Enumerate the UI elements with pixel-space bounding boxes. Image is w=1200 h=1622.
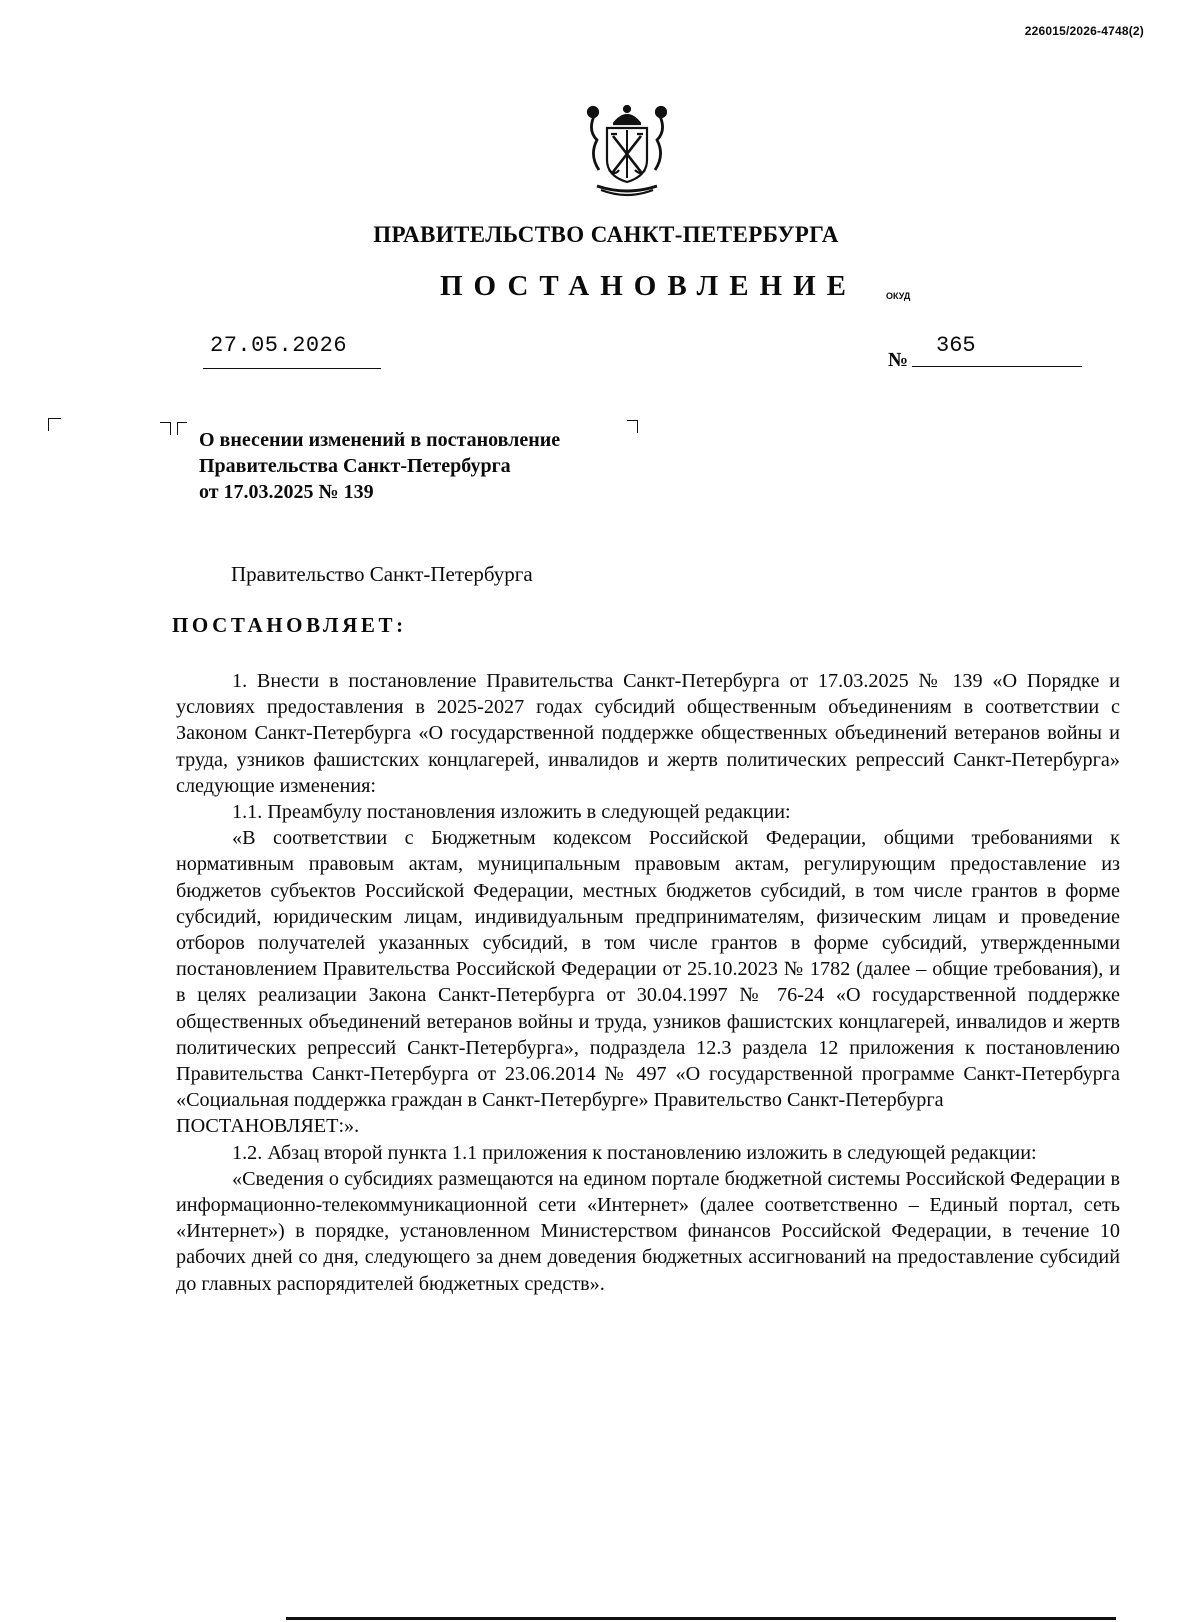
corner-mark xyxy=(160,422,171,435)
subject-line: от 17.03.2025 № 139 xyxy=(199,481,374,503)
subject-line: О внесении изменений в постановление xyxy=(199,429,561,451)
decree-heading: ПОСТАНОВЛЯЕТ: xyxy=(172,613,407,637)
organization-title: ПРАВИТЕЛЬСТВО САНКТ-ПЕТЕРБУРГА xyxy=(373,222,839,247)
preamble: Правительство Санкт-Петербурга xyxy=(231,562,533,586)
paragraph: «Сведения о субсидиях размещаются на едином портале бюджетной системы Российской Федерации в информационно-телекоммуникационной сети «Интернет» (далее соответственно – Единый портал, сеть «Интернет») в порядке, установленном Министерством финансов Российской Федерации, в течение 10 рабочих дней со дня, следующего за днем доведения бюджетных ассигнований на предоставление субсидий до главных распорядителей бюджетных средств». xyxy=(176,1167,1120,1295)
number-sign: № xyxy=(888,349,909,371)
paragraph: 1.2. Абзац второй пункта 1.1 приложения к постановлению изложить в следующей редакции: xyxy=(232,1141,1037,1164)
document-type: ПОСТАНОВЛЕНИЕ xyxy=(440,270,858,302)
corner-mark xyxy=(627,420,638,433)
subject-line: Правительства Санкт-Петербурга xyxy=(199,455,511,477)
document-body xyxy=(176,668,1120,1297)
coat-of-arms-icon xyxy=(577,100,677,200)
registration-number: 226015/2026-4748(2) xyxy=(1024,24,1144,38)
page-bottom-rule xyxy=(286,1617,1116,1620)
okud-label: ОКУД xyxy=(886,291,911,301)
paragraph: ПОСТАНОВЛЯЕТ:». xyxy=(176,1115,360,1138)
document-subject xyxy=(199,427,560,505)
corner-mark xyxy=(177,422,187,435)
document-number: 365 xyxy=(936,333,976,358)
number-underline xyxy=(912,366,1082,367)
paragraph: 1.1. Преамбулу постановления изложить в следующей редакции: xyxy=(232,801,791,824)
paragraph: 1. Внести в постановление Правительства Санкт-Петербурга от 17.03.2025 № 139 «О Порядке и условиях предоставления в 2025-2027 годах субсидий общественным объединениям в соответствии с Законом Санкт-Петербурга «О государственной поддержке общественных объединений ветеранов войны и труда, узников фашистских концлагерей, инвалидов и жертв политических репрессий Санкт-Петербурга» следующие изменения: xyxy=(176,670,1120,797)
corner-mark xyxy=(48,418,61,431)
document-date: 27.05.2026 xyxy=(210,333,348,358)
date-underline xyxy=(203,368,381,369)
paragraph: «В соответствии с Бюджетным кодексом Российской Федерации, общими требованиями к нормативным правовым актам, муниципальным правовым актам, регулирующим предоставление из бюджетов субъектов Российской Федерации, местных бюджетов субсидий, в том числе грантов в форме субсидий, юридическим лицам, индивидуальным предпринимателям, физическим лицам и проведение отборов получателей указанных субсидий, в том числе грантов в форме субсидий, утвержденными постановлением Правительства Российской Федерации от 25.10.2023 № 1782 (далее – общие требования), и в целях реализации Закона Санкт-Петербурга от 30.04.1997 № 76-24 «О государственной поддержке общественных объединений ветеранов войны и труда, узников фашистских концлагерей, инвалидов и жертв политических репрессий Санкт-Петербурга», подраздела 12.3 раздела 12 приложения к постановлению Правительства Санкт-Петербурга от 23.06.2014 № 497 «О государственной программе Санкт-Петербурга «Социальная поддержка граждан в Санкт-Петербурге» Правительство Санкт-Петербурга xyxy=(176,827,1120,1112)
